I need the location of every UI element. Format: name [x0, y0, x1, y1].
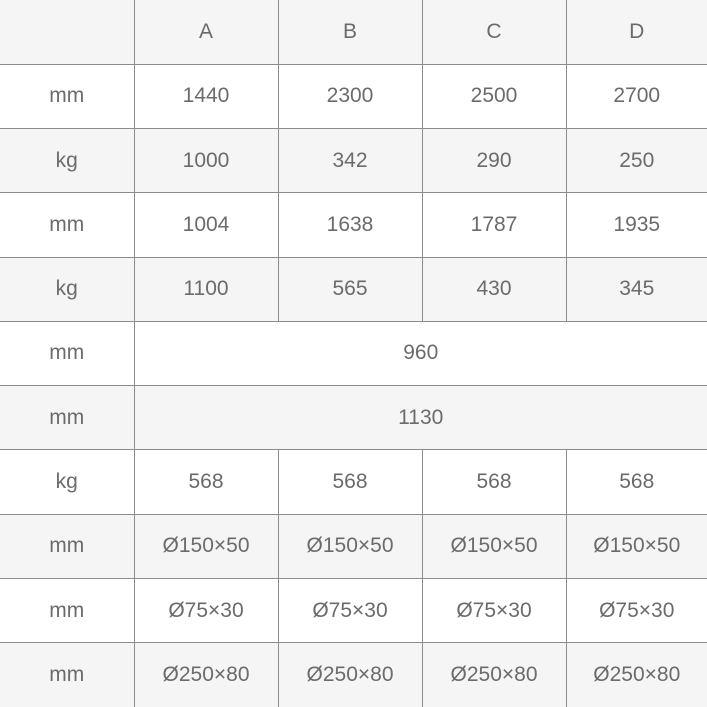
value-cell: 568: [134, 450, 278, 514]
value-cell: Ø250×80: [134, 643, 278, 707]
table-row: [0, 578, 707, 642]
header-corner-cell: [0, 0, 134, 64]
merged-value-cell: 960: [134, 321, 707, 385]
unit-cell: kg: [0, 450, 134, 514]
column-header-d: D: [566, 0, 707, 64]
value-cell: Ø150×50: [422, 514, 566, 578]
table-row: [0, 321, 707, 385]
value-cell: Ø150×50: [566, 514, 707, 578]
unit-cell: kg: [0, 257, 134, 321]
value-cell: Ø75×30: [422, 578, 566, 642]
unit-cell: kg: [0, 129, 134, 193]
value-cell: Ø75×30: [134, 578, 278, 642]
table-row: [0, 129, 707, 193]
value-cell: 1787: [422, 193, 566, 257]
value-cell: Ø250×80: [278, 643, 422, 707]
value-cell: Ø75×30: [566, 578, 707, 642]
value-cell: 1440: [134, 64, 278, 128]
value-cell: Ø150×50: [278, 514, 422, 578]
unit-cell: mm: [0, 578, 134, 642]
unit-cell: mm: [0, 643, 134, 707]
table-row: [0, 193, 707, 257]
unit-cell: mm: [0, 64, 134, 128]
value-cell: 250: [566, 129, 707, 193]
unit-cell: mm: [0, 193, 134, 257]
table-row: [0, 386, 707, 450]
value-cell: 2700: [566, 64, 707, 128]
value-cell: 2300: [278, 64, 422, 128]
value-cell: 1004: [134, 193, 278, 257]
table-row: [0, 643, 707, 707]
value-cell: 430: [422, 257, 566, 321]
value-cell: 568: [278, 450, 422, 514]
value-cell: 1000: [134, 129, 278, 193]
header-row: [0, 0, 707, 64]
column-header-b: B: [278, 0, 422, 64]
value-cell: 1935: [566, 193, 707, 257]
value-cell: Ø75×30: [278, 578, 422, 642]
table-row: [0, 514, 707, 578]
value-cell: 565: [278, 257, 422, 321]
value-cell: 342: [278, 129, 422, 193]
table-row: [0, 450, 707, 514]
unit-cell: mm: [0, 514, 134, 578]
value-cell: 290: [422, 129, 566, 193]
table-row: [0, 257, 707, 321]
value-cell: 568: [422, 450, 566, 514]
merged-value-cell: 1130: [134, 386, 707, 450]
value-cell: Ø250×80: [422, 643, 566, 707]
value-cell: 568: [566, 450, 707, 514]
value-cell: 1638: [278, 193, 422, 257]
unit-cell: mm: [0, 386, 134, 450]
table-row: [0, 64, 707, 128]
value-cell: Ø150×50: [134, 514, 278, 578]
column-header-c: C: [422, 0, 566, 64]
value-cell: 2500: [422, 64, 566, 128]
value-cell: Ø250×80: [566, 643, 707, 707]
value-cell: 1100: [134, 257, 278, 321]
column-header-a: A: [134, 0, 278, 64]
value-cell: 345: [566, 257, 707, 321]
unit-cell: mm: [0, 321, 134, 385]
